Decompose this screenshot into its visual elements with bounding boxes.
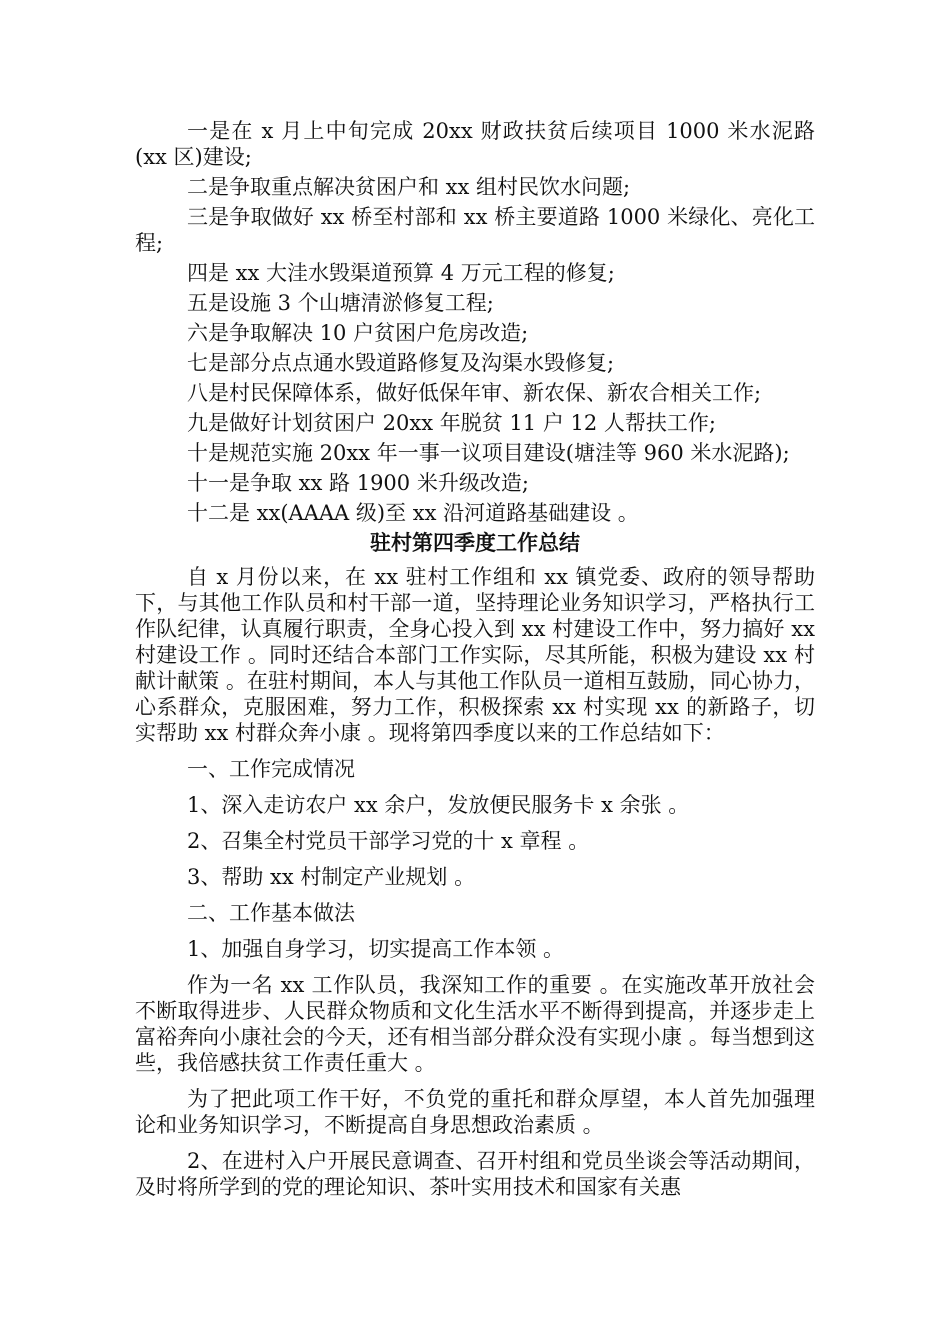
plan-item: 一是在 x 月上中旬完成 20xx 财政扶贫后续项目 1000 米水泥路(xx 区)建设; bbox=[135, 119, 815, 169]
plan-item: 六是争取解决 10 户贫困户危房改造; bbox=[187, 321, 529, 345]
plan-item: 十是规范实施 20xx 年一事一议项目建设(塘洼等 960 米水泥路); bbox=[187, 441, 790, 465]
plan-item: 十一是争取 xx 路 1900 米升级改造; bbox=[187, 471, 529, 495]
heading-completion: 一、工作完成情况 bbox=[187, 757, 355, 781]
plan-item: 五是设施 3 个山塘清淤修复工程; bbox=[187, 291, 494, 315]
completed-item: 2、召集全村党员干部学习党的十 x 章程 。 bbox=[187, 829, 590, 853]
plan-item: 九是做好计划贫困户 20xx 年脱贫 11 户 12 人帮扶工作; bbox=[187, 411, 716, 435]
body-paragraph: 作为一名 xx 工作队员，我深知工作的重要 。在实施改革开放社会不断取得进步、人民群众物质和文化生活水平不断得到提高，并逐步走上富裕奔向小康社会的今天，还有相当部分群众没有实现小康 。每当想到这些，我倍感扶贫工作责任重大 。 bbox=[135, 973, 815, 1075]
method-item: 1、加强自身学习，切实提高工作本领 。 bbox=[187, 937, 565, 961]
intro-paragraph: 自 x 月份以来，在 xx 驻村工作组和 xx 镇党委、政府的领导帮助下，与其他工作队员和村干部一道，坚持理论业务知识学习，严格执行工作队纪律，认真履行职责，全身心投入到 xx 村建设工作中，努力搞好 xx 村建设工作 。同时还结合本部门工作实际，尽其所能，积极为建设 xx 村献计献策 。在驻村期间，本人与其他工作队员一道相互鼓励，同心协力，心系群众，克服困难，努力工作，积极探索 xx 村实现 xx 的新路子，切实帮助 xx 村群众奔小康 。现将第四季度以来的工作总结如下： bbox=[135, 565, 815, 745]
body-paragraph: 为了把此项工作干好，不负党的重托和群众厚望，本人首先加强理论和业务知识学习，不断提高自身思想政治素质 。 bbox=[135, 1087, 815, 1137]
plan-item: 八是村民保障体系，做好低保年审、新农保、新农合相关工作; bbox=[187, 381, 762, 405]
heading-methods: 二、工作基本做法 bbox=[187, 901, 355, 925]
completed-item: 1、深入走访农户 xx 余户，发放便民服务卡 x 余张 。 bbox=[187, 793, 690, 817]
plan-item: 四是 xx 大洼水毁渠道预算 4 万元工程的修复; bbox=[187, 261, 615, 285]
plan-item: 十二是 xx(AAAA 级)至 xx 沿河道路基础建设 。 bbox=[187, 501, 639, 525]
plan-item: 二是争取重点解决贫困户和 xx 组村民饮水问题; bbox=[187, 175, 631, 199]
plan-item: 七是部分点点通水毁道路修复及沟渠水毁修复; bbox=[187, 351, 615, 375]
plan-item: 三是争取做好 xx 桥至村部和 xx 桥主要道路 1000 米绿化、亮化工程; bbox=[135, 205, 815, 255]
section-title: 驻村第四季度工作总结 bbox=[370, 531, 580, 555]
body-paragraph: 2、在进村入户开展民意调查、召开村组和党员坐谈会等活动期间，及时将所学到的党的理论知识、茶叶实用技术和国家有关惠 bbox=[135, 1149, 815, 1199]
completed-item: 3、帮助 xx 村制定产业规划 。 bbox=[187, 865, 476, 889]
